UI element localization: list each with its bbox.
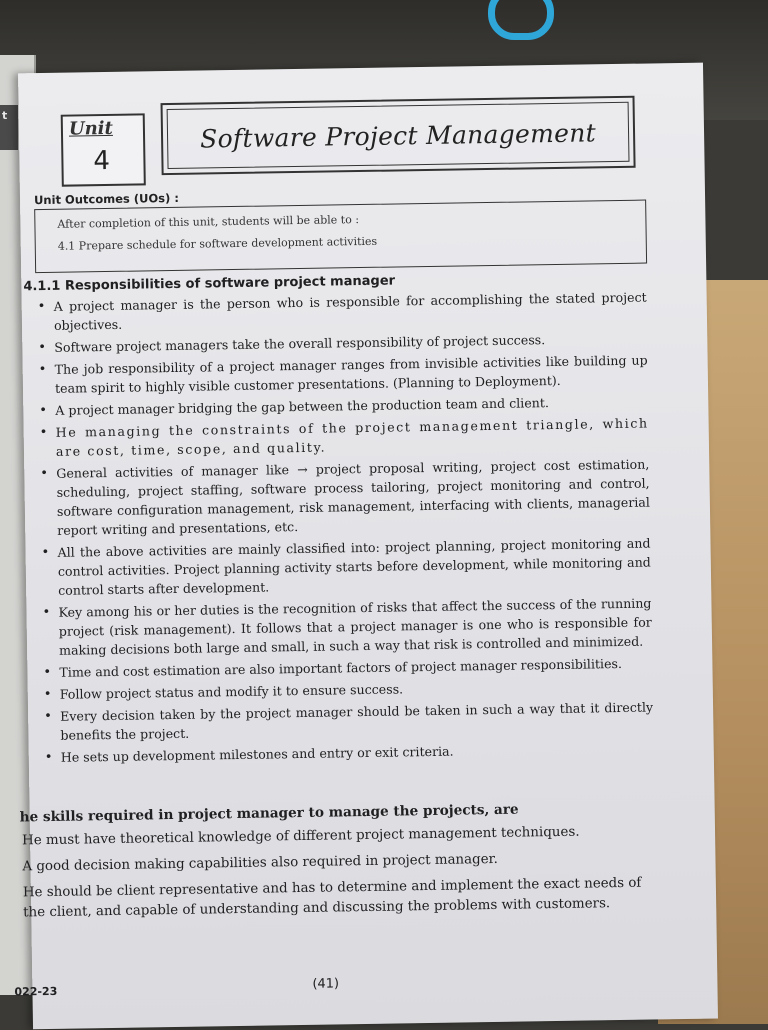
title-inner-frame xyxy=(167,102,630,169)
list-item: • Every decision taken by the project manager should be taken in such a way that it directly benefits the project. xyxy=(38,697,654,745)
title-frame xyxy=(161,96,636,175)
list-item: • A project manager is the person who is responsible for accomplishing the stated project objectives. xyxy=(32,288,648,336)
list-item: • General activities of manager like → project proposal writing, project cost estimation, scheduling, project staffing, software process tailoring, project monitoring and control, software configuration management, risk management, interfacing with clients, managerial report writing and presentations, etc. xyxy=(34,455,650,541)
book-page xyxy=(14,63,718,1030)
skill-item: A good decision making capabilities also required in project manager. xyxy=(22,851,498,875)
unit-number: 4 xyxy=(93,145,111,177)
list-item: • A project manager bridging the gap between the production team and client. xyxy=(33,392,648,421)
section-heading: 4.1.1 Responsibilities of software project manager xyxy=(23,273,396,295)
outcomes-intro: After completion of this unit, students will be able to : xyxy=(57,213,360,231)
outcome-item: 4.1 Prepare schedule for software development activities xyxy=(57,234,378,253)
list-item: • He managing the constraints of the project management triangle, which are cost, time, scope, and quality. xyxy=(34,414,650,462)
previous-page-tab xyxy=(0,105,18,150)
list-item: • Time and cost estimation are also important factors of project manager responsibilities. xyxy=(37,653,652,682)
skills-heading: he skills required in project manager to manage the projects, are xyxy=(19,801,519,826)
outcomes-label: Unit Outcomes (UOs) : xyxy=(33,190,179,208)
skill-item: He must have theoretical knowledge of different project management techniques. xyxy=(21,824,580,849)
footer-year: 022-23 xyxy=(14,984,58,999)
unit-badge xyxy=(61,113,146,186)
list-item: • Software project managers take the overall responsibility of project success. xyxy=(32,329,647,358)
list-item: • Key among his or her duties is the recognition of risks that affect the success of the running project (risk management). It follows that a project manager is one who is responsible for making decisions both large and small, in such a way that risk is controlled and minimized. xyxy=(36,593,652,660)
responsibilities-list xyxy=(32,288,654,771)
blue-clip-object xyxy=(488,0,554,40)
previous-page-tab-label: t xyxy=(2,109,8,122)
outcomes-box xyxy=(34,200,647,274)
list-item: • He sets up development milestones and entry or exit criteria. xyxy=(39,738,654,767)
skill-item: He should be client representative and has to determine and implement the exact needs of the client, and capable of understanding and discussing the problems with customers. xyxy=(22,875,642,921)
unit-label: Unit xyxy=(68,117,114,140)
list-item: • The job responsibility of a project manager ranges from invisible activities like building up team spirit to highly visible customer presentations. (Planning to Deployment). xyxy=(33,351,649,399)
page-number: (41) xyxy=(312,976,340,992)
page-title: Software Project Management xyxy=(199,117,597,154)
skills-list xyxy=(22,821,663,929)
list-item: • Follow project status and modify it to ensure success. xyxy=(38,675,653,704)
list-item: • All the above activities are mainly classified into: project planning, project monitoring and control activities. Project planning activity starts before development, while monitoring and control starts after development. xyxy=(35,534,651,601)
